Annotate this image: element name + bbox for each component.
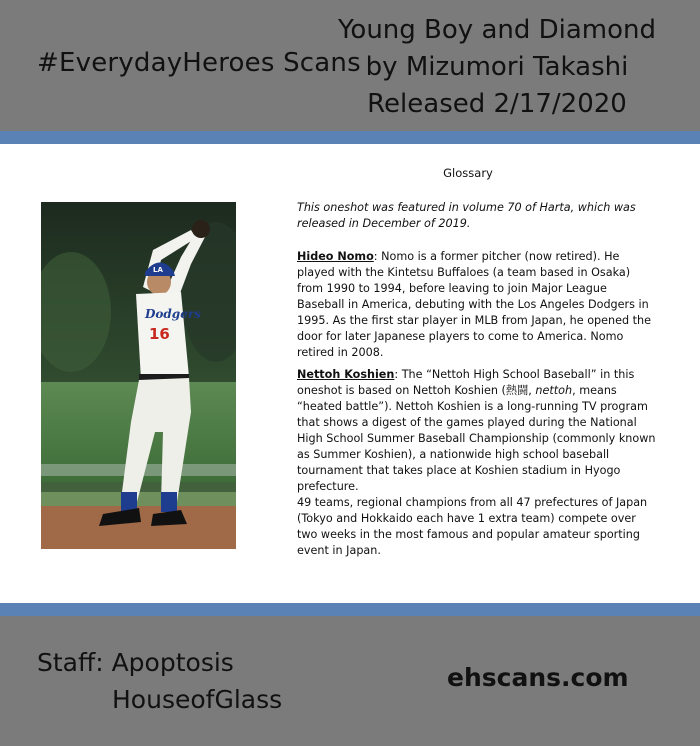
koshien-italic-word: nettoh — [535, 384, 573, 397]
jersey-number: 16 — [149, 325, 170, 343]
title-line-2: by Mizumori Takashi — [365, 52, 629, 82]
glossary-intro: This oneshot was featured in volume 70 of Harta, which was released in December of 2019. — [297, 201, 636, 230]
baseball-glove — [192, 220, 210, 238]
title-block — [332, 12, 662, 123]
footer-banner — [0, 616, 700, 746]
title-line-3: Released 2/17/2020 — [367, 89, 627, 119]
bottom-divider-band — [0, 603, 700, 616]
nomo-definition: : Nomo is a former pitcher (now retired). He played with the Kintetsu Buffaloes (a team based in Osaka) from 1990 to 1994, before leaving to join Major League Baseball in America, debuting with the Los Angeles Dodgers in 1995. As the first star player in MLB from Japan, he opened the door for later Japanese players to come to America. Nomo retired in 2008. — [297, 250, 652, 359]
scanlation-group-name: #EverydayHeroes Scans — [37, 48, 361, 78]
cap-logo: LA — [153, 266, 163, 274]
header-banner — [0, 0, 700, 131]
glossary-entry-nomo — [297, 249, 657, 361]
koshien-definition-b: , means “heated battle”). Nettoh Koshien is a long-running TV program that shows a digest of the games played during the National High School Summer Baseball Championship (commonly known as Summer Koshien), a nationwide high school baseball tournament that takes place at Koshien stadium in Hyogo prefecture. — [297, 384, 656, 493]
staff-credit-line-1: Staff: Apoptosis — [37, 648, 234, 677]
staff-credit-line-2: HouseofGlass — [112, 685, 283, 714]
term-nettoh-koshien: Nettoh Koshien — [297, 368, 395, 381]
glossary-heading: Glossary — [443, 166, 493, 180]
pitcher-photo — [41, 202, 236, 549]
term-hideo-nomo: Hideo Nomo — [297, 250, 374, 263]
top-divider-band — [0, 131, 700, 144]
glossary-entry-koshien — [297, 367, 657, 559]
title-line-1: Young Boy and Diamond — [337, 15, 657, 45]
koshien-definition-a: : The “Nettoh High School Baseball” in this oneshot is based on Nettoh Koshien (熱闘, — [297, 368, 635, 397]
jersey-script: Dodgers — [145, 307, 201, 321]
website-url: ehscans.com — [447, 663, 629, 692]
koshien-definition-c: 49 teams, regional champions from all 47 prefectures of Japan (Tokyo and Hokkaido each have 1 extra team) compete over two weeks in the most famous and popular amateur sporting event in Japan. — [297, 496, 648, 557]
